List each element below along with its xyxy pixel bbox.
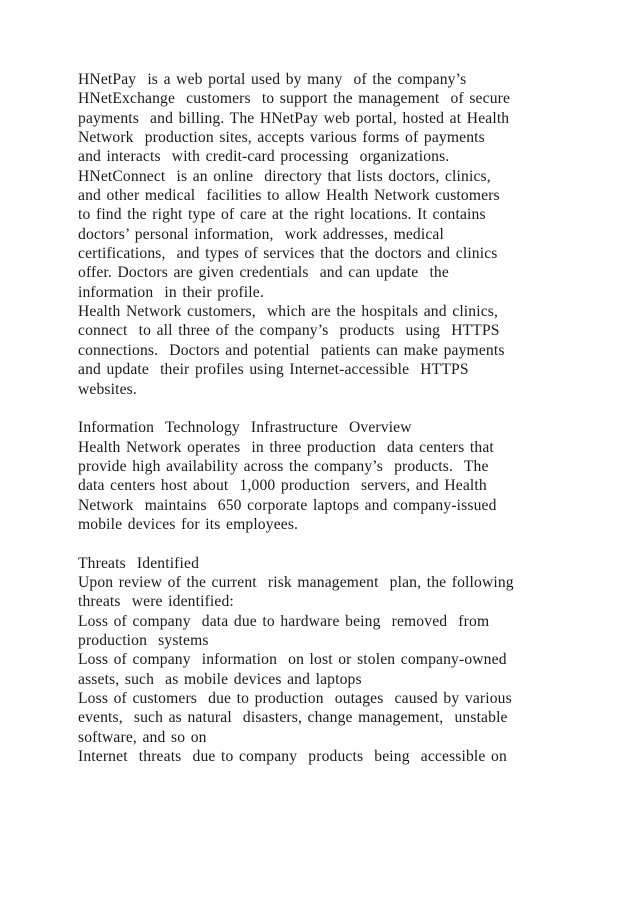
text-line: data centers host about 1,000 production servers, and Health (78, 477, 487, 495)
text-line: threats were identified: (78, 593, 234, 611)
text-line: Internet threats due to company products being accessible on (78, 748, 507, 766)
text-line: Loss of company data due to hardware being removed from (78, 612, 490, 630)
text-line: production systems (78, 631, 209, 649)
text-line: and update their profiles using Internet-accessible HTTPS (78, 361, 469, 379)
text-line: connections. Doctors and potential patients can make payments (78, 341, 505, 359)
text-line: information in their profile. (78, 283, 264, 301)
text-line: Network production sites, accepts various forms of payments (78, 129, 485, 147)
text-line: Upon review of the current risk management plan, the following (78, 573, 514, 591)
text-line: events, such as natural disasters, change management, unstable (78, 709, 508, 727)
text-line: and other medical facilities to allow Health Network customers (78, 187, 500, 205)
text-line: HNetConnect is an online directory that lists doctors, clinics, (78, 167, 491, 185)
text-line: websites. (78, 380, 137, 398)
text-line: offer. Doctors are given credentials and can update the (78, 264, 449, 282)
text-line: Loss of customers due to production outages caused by various (78, 690, 512, 707)
text-line: assets, such as mobile devices and laptops (78, 670, 362, 688)
text-line: HNetExchange customers to support the management of secure (78, 90, 511, 108)
text-line: certifications, and types of services that the doctors and clinics (78, 245, 498, 263)
text-line: mobile devices for its employees. (78, 515, 299, 533)
text-line: Information Technology Infrastructure Overview (78, 419, 412, 437)
text-line: payments and billing. The HNetPay web portal, hosted at Health (78, 109, 510, 127)
blank-line (78, 399, 568, 418)
text-line: Network maintains 650 corporate laptops and company-issued (78, 496, 497, 514)
text-line: Health Network customers, which are the hospitals and clinics, (78, 303, 499, 321)
document-body (78, 70, 568, 766)
text-line: Loss of company information on lost or stolen company-owned (78, 651, 507, 669)
text-line: to find the right type of care at the right locations. It contains (78, 206, 486, 224)
text-line: and interacts with credit-card processing organizations. (78, 148, 450, 166)
blank-line (78, 534, 568, 553)
text-line: Threats Identified (78, 554, 200, 572)
text-line: provide high availability across the company’s products. The (78, 457, 489, 475)
text-line: software, and so on (78, 728, 207, 746)
text-line: connect to all three of the company’s products using HTTPS (78, 322, 500, 340)
text-line: Health Network operates in three production data centers that (78, 438, 494, 456)
text-line: doctors’ personal information, work addresses, medical (78, 225, 444, 243)
text-line: HNetPay is a web portal used by many of the company’s (78, 71, 467, 88)
